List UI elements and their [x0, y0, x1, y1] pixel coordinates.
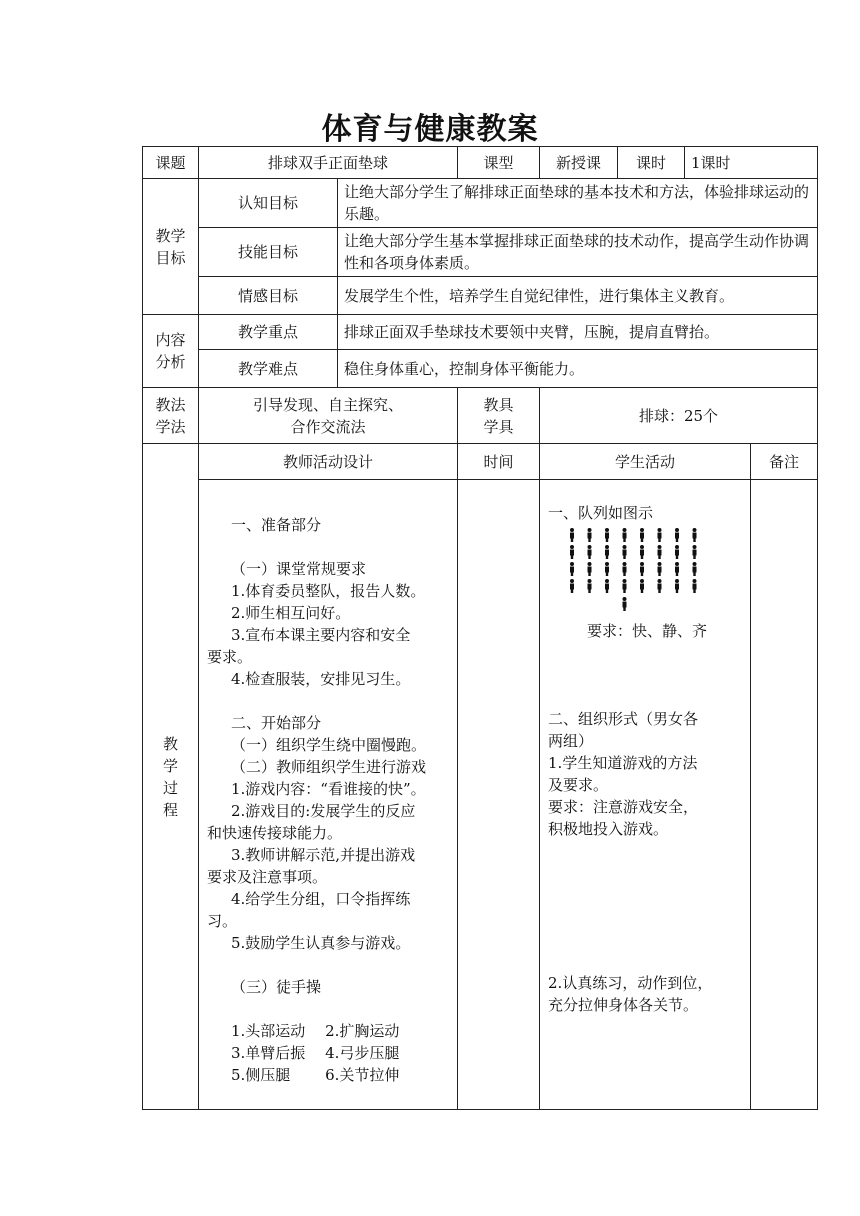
teacher-activity-header: 教师活动设计 [199, 444, 458, 480]
person-icon [570, 579, 574, 593]
teacher-activity-line: 和快速传接球能力。 [207, 824, 343, 842]
teacher-activity-line: 3.教师讲解示范,并提出游戏 [231, 846, 416, 864]
teacher-activity-line: 4.检查服装，安排见习生。 [231, 670, 411, 688]
analysis-label: 内容 分析 [143, 315, 199, 388]
person-icon [640, 579, 644, 593]
person-icon [640, 562, 644, 576]
person-icon [658, 545, 662, 559]
analysis-name: 教学重点 [199, 315, 338, 350]
student-activity-cell: 一、队列如图示 要求：快、静、齐 二、组织形式（男女各 两组） 1.学生知道游戏的方法 及要求。 要求：注意游戏安全， 积极地投入游戏。 2.认真练习，动作到位， 充分拉伸身体各关节。 [540, 480, 751, 1110]
teacher-activity-line: 要求。 [207, 648, 253, 666]
type-value: 新授课 [540, 147, 618, 179]
teacher-activity-line: 1.体育委员整队，报告人数。 [231, 582, 426, 600]
teacher-activity-cell [199, 480, 458, 1110]
teacher-activity-line: （一）组织学生绕中圈慢跑。 [231, 736, 427, 754]
person-icon [623, 562, 627, 576]
person-icon [570, 562, 574, 576]
person-icon [605, 545, 609, 559]
person-icon [570, 528, 574, 542]
topic-label: 课题 [143, 147, 199, 179]
person-icon [658, 528, 662, 542]
objective-text: 发展学生个性，培养学生自觉纪律性，进行集体主义教育。 [338, 277, 818, 315]
notes-header: 备注 [751, 444, 818, 480]
teacher-activity-line: 习。 [207, 912, 238, 930]
hours-value: 1课时 [685, 147, 818, 179]
time-header: 时间 [458, 444, 540, 480]
person-icon [693, 545, 697, 559]
notes-cell [751, 480, 818, 1110]
teacher-activity-line: 3.宣布本课主要内容和安全 [231, 626, 411, 644]
methods-text: 引导发现、自主探究、 合作交流法 [199, 388, 458, 444]
person-icon [623, 528, 627, 542]
person-icon [588, 579, 592, 593]
topic-value: 排球双手正面垫球 [199, 147, 458, 179]
person-icon [623, 597, 627, 611]
person-icon [588, 528, 592, 542]
teacher-activity-line: 2.游戏目的:发展学生的反应 [231, 802, 416, 820]
student-activity-header: 学生活动 [540, 444, 751, 480]
objective-name: 情感目标 [199, 277, 338, 315]
objective-name: 技能目标 [199, 228, 338, 277]
teacher-activity-line: 一、准备部分 [231, 516, 322, 534]
person-icon [693, 579, 697, 593]
student-s1-requirement: 要求：快、静、齐 [587, 622, 708, 640]
person-icon [675, 545, 679, 559]
teacher-activity-line: 1.头部运动 2.扩胸运动 [231, 1022, 400, 1040]
person-icon [605, 562, 609, 576]
objective-text: 让绝大部分学生基本掌握排球正面垫球的技术动作，提高学生动作协调性和各项身体素质。 [338, 228, 818, 277]
teacher-activity-line: 要求及注意事项。 [207, 868, 328, 886]
person-icon [588, 545, 592, 559]
teacher-activity-line: （二）教师组织学生进行游戏 [231, 758, 427, 776]
person-icon [605, 528, 609, 542]
teacher-activity-line: 5.鼓励学生认真参与游戏。 [231, 934, 411, 952]
person-icon [675, 579, 679, 593]
teacher-activity-line: 4.给学生分组，口令指挥练 [231, 890, 411, 908]
person-icon [693, 528, 697, 542]
teacher-activity-line: 3.单臂后振 4.弓步压腿 [231, 1044, 400, 1062]
page-title: 体育与健康教案 [321, 112, 539, 147]
teacher-activity-line: （三）徒手操 [231, 978, 322, 996]
person-icon [658, 562, 662, 576]
spacer [207, 536, 451, 558]
person-icon [640, 528, 644, 542]
objective-name: 认知目标 [199, 179, 338, 228]
teacher-activity-line: 二、开始部分 [231, 714, 322, 732]
type-label: 课型 [458, 147, 540, 179]
analysis-text: 排球正面双手垫球技术要领中夹臂，压腕，提肩直臂抬。 [338, 315, 818, 350]
person-icon [675, 562, 679, 576]
person-icon [605, 579, 609, 593]
student-s2-title: 二、组织形式（男女各 [548, 710, 699, 728]
objectives-label: 教学 目标 [143, 179, 199, 315]
spacer [207, 954, 451, 976]
objective-text: 让绝大部分学生了解排球正面垫球的基本技术和方法，体验排球运动的乐趣。 [338, 179, 818, 228]
person-icon [623, 545, 627, 559]
teacher-activity-line: 2.师生相互问好。 [231, 604, 351, 622]
teacher-activity-line: （一）课堂常规要求 [231, 560, 367, 578]
teacher-activity-line: 1.游戏内容：“看谁接的快”。 [231, 780, 426, 798]
person-icon [588, 562, 592, 576]
formation-diagram [558, 528, 746, 618]
spacer [207, 690, 451, 712]
analysis-name: 教学难点 [199, 350, 338, 388]
equipment-value: 排球：25个 [540, 388, 818, 444]
equipment-label: 教具 学具 [458, 388, 540, 444]
methods-label: 教法 学法 [143, 388, 199, 444]
process-label: 教 学 过 程 [143, 444, 199, 1110]
analysis-text: 稳住身体重心，控制身体平衡能力。 [338, 350, 818, 388]
person-icon [570, 545, 574, 559]
person-icon [675, 528, 679, 542]
time-cell [458, 480, 540, 1110]
spacer [207, 998, 451, 1020]
person-icon [623, 579, 627, 593]
hours-label: 课时 [618, 147, 685, 179]
student-s1-title: 一、队列如图示 [548, 504, 654, 522]
lesson-plan-table [142, 146, 818, 1110]
person-icon [658, 579, 662, 593]
person-icon [640, 545, 644, 559]
person-icon [693, 562, 697, 576]
teacher-activity-line: 5.侧压腿 6.关节拉伸 [231, 1066, 400, 1084]
